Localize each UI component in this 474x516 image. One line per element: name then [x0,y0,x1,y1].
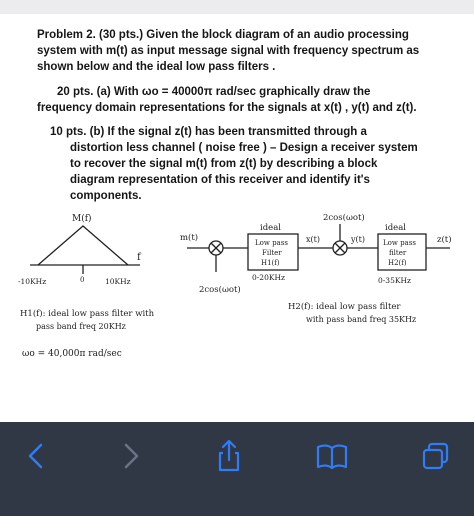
input-label: m(t) [180,233,199,243]
f-label: f [137,252,141,263]
note-w0: ωo = 40,000π rad/sec [22,349,122,359]
x-label: x(t) [306,235,320,244]
part-b-line-2: distortion less channel ( noise free ) – Design a receiver system [70,142,418,154]
neg-freq-label: -10KHz [18,277,47,286]
tabs-icon [416,436,456,476]
mod-source-1: 2cos(ωot) [199,285,241,295]
block-diagram [0,204,474,422]
filter1-line-3: H1(f) [261,259,280,267]
share-button[interactable] [209,436,249,476]
spectrum-label: M(f) [72,214,92,224]
bookmarks-icon [312,436,352,476]
intro-line-3: shown below and the ideal low pass filters . [37,61,276,73]
back-button[interactable] [16,436,56,476]
note-h2-line-2: with pass band freq 35KHz [306,315,417,324]
forward-button[interactable] [111,436,151,476]
y-label: y(t) [351,235,365,244]
filter1-line-1: Low pass [255,239,288,247]
part-b-line-5: components. [70,190,142,202]
zero-label: 0 [80,276,85,284]
part-b-line-3: to recover the signal m(t) from z(t) by describing a block [70,158,378,170]
pos-freq-label: 10KHz [105,277,131,286]
spectrum-triangle [38,226,128,265]
filter2-top: ideal [385,223,406,233]
filter1-line-2: Filter [262,249,282,257]
back-icon [16,436,56,476]
browser-toolbar [0,422,474,516]
mod-source-2: 2cos(ωot) [323,213,365,223]
status-strip [0,0,474,14]
intro-line-1: Problem 2. (30 pts.) Given the block diagram of an audio processing [37,29,409,41]
filter2-line-2: filter [389,249,407,257]
note-h2-line-1: H2(f): ideal low pass filter [288,302,401,312]
output-label: z(t) [437,235,452,245]
filter2-line-3: H2(f) [388,259,407,267]
part-a-line-1: 20 pts. (a) With ωo = 40000π rad/sec graphically draw the [57,86,371,98]
part-b-line-1: 10 pts. (b) If the signal z(t) has been transmitted through a [50,126,367,138]
filter2-line-1: Low pass [383,239,416,247]
tabs-button[interactable] [416,436,456,476]
bookmarks-button[interactable] [312,436,352,476]
part-b-line-4: diagram representation of this receiver and identify it's [70,174,370,186]
note-h1-line-1: H1(f): ideal low pass filter with [20,309,155,319]
part-a-line-2: frequency domain representations for the signals at x(t) , y(t) and z(t). [37,102,417,114]
filter1-top: ideal [260,223,281,233]
document-page [0,14,474,422]
note-h1-line-2: pass band freq 20KHz [36,322,126,331]
share-icon [209,436,249,476]
filter2-band: 0-35KHz [378,276,411,285]
forward-icon [111,436,151,476]
filter1-band: 0-20KHz [252,273,285,282]
intro-line-2: system with m(t) as input message signal with frequency spectrum as [37,45,420,57]
